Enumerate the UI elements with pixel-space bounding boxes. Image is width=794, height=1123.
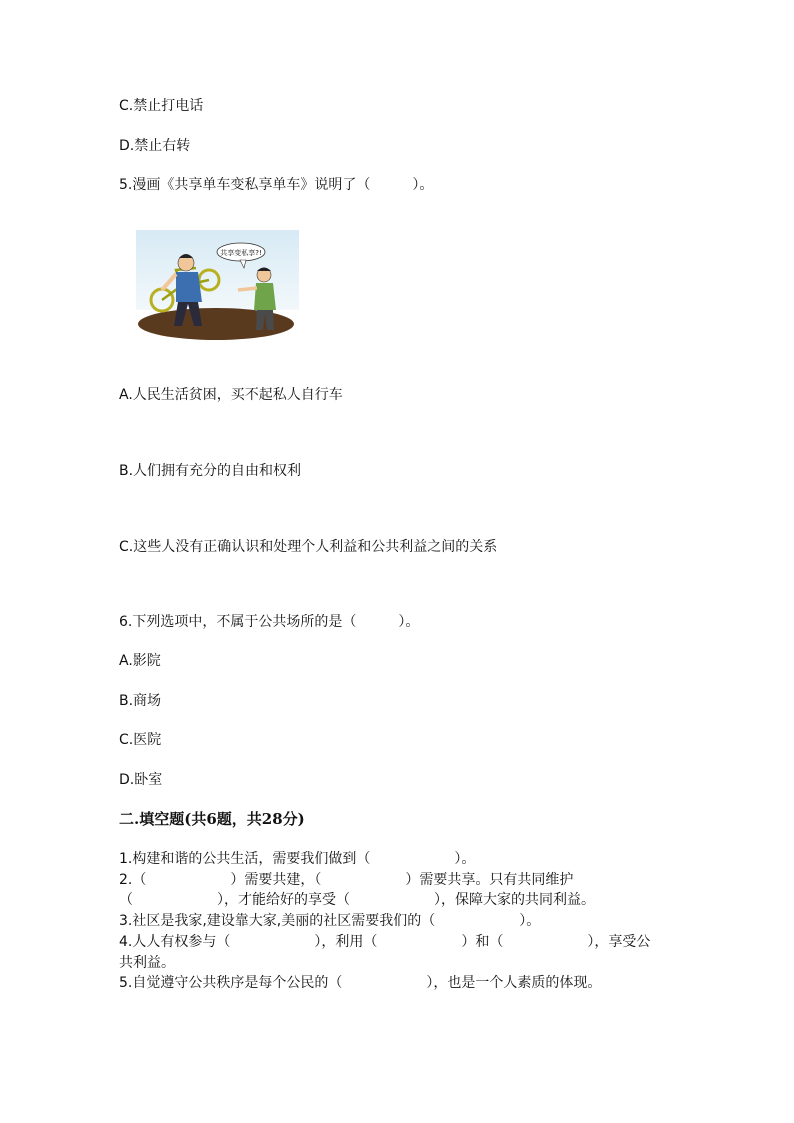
fill-question-4: 4.人人有权参与（ ），利用（ ）和（ ），享受公: [119, 934, 651, 950]
fill-question-2: 2.（ ）需要共建，（ ）需要共享。只有共同维护: [119, 872, 574, 888]
q6-option-c: C.医院: [119, 732, 162, 748]
q6-option-a: A.影院: [119, 653, 161, 669]
fill-question-2-cont: （ ），才能给好的享受（ ），保障大家的共同利益。: [119, 892, 595, 908]
q6-option-d: D.卧室: [119, 772, 163, 788]
q6-stem: 6.下列选项中，不属于公共场所的是（ ）。: [119, 614, 420, 630]
section-heading: 二.填空题(共6题，共28分): [119, 810, 305, 828]
q5-stem: 5.漫画《共享单车变私享单车》说明了（ ）。: [119, 177, 434, 193]
fill-question-1: 1.构建和谐的公共生活，需要我们做到（ ）。: [119, 851, 476, 867]
q6-option-b: B.商场: [119, 693, 162, 709]
q4-option-c: C.禁止打电话: [119, 98, 204, 114]
q5-option-c: C.这些人没有正确认识和处理个人利益和公共利益之间的关系: [119, 539, 498, 555]
fill-question-3: 3.社区是我家,建设靠大家,美丽的社区需要我们的（ ）。: [119, 913, 541, 929]
fill-question-4-cont: 共利益。: [119, 955, 175, 971]
q5-option-a: A.人民生活贫困，买不起私人自行车: [119, 387, 343, 403]
shared-bike-cartoon: [136, 230, 299, 340]
q5-option-b: B.人们拥有充分的自由和权利: [119, 463, 302, 479]
fill-question-5: 5.自觉遵守公共秩序是每个公民的（ ），也是一个人素质的体现。: [119, 975, 602, 991]
q4-option-d: D.禁止右转: [119, 138, 191, 154]
speech-bubble-text: 共享变私享?!: [220, 249, 262, 257]
